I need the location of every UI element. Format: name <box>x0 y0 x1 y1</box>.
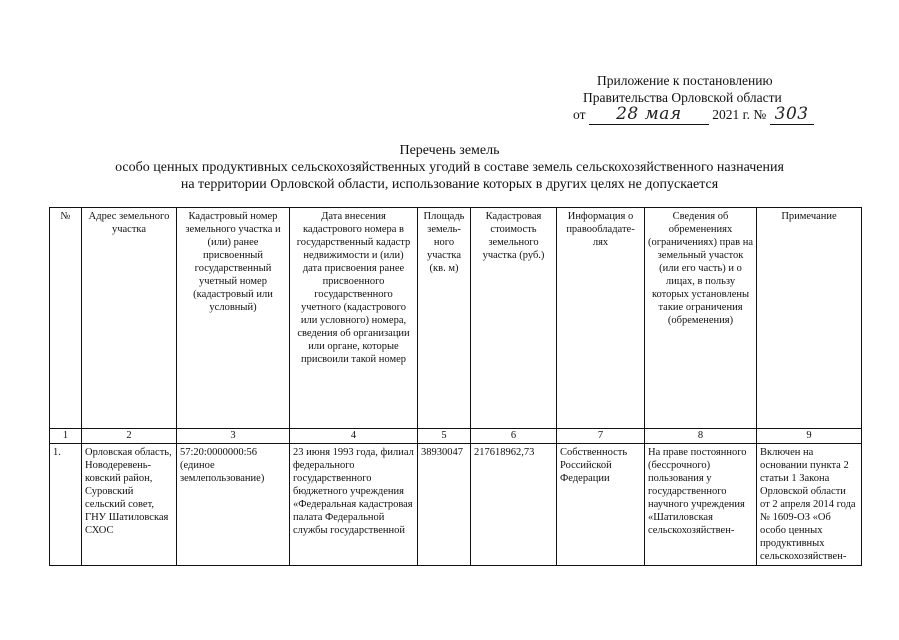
row-registration-date: 23 июня 1993 года, филиал федерального государственного бюджетного учреждения «Федеральная кадастровая палата Федеральной службы государственной <box>290 444 418 566</box>
table-row <box>50 444 862 566</box>
column-number: 8 <box>645 429 757 444</box>
from-label: от <box>573 107 586 122</box>
handwritten-number: 303 <box>770 107 814 125</box>
document-title: Перечень земель <box>399 143 500 158</box>
row-area: 38930047 <box>418 444 471 566</box>
document-subtitle-line1: особо ценных продуктивных сельскохозяйственных угодий в составе земель сельскохозяйственного назначения <box>115 160 784 175</box>
document-subtitle-line2: на территории Орловской области, использование которых в других целях не допускается <box>180 177 719 192</box>
column-number: 6 <box>471 429 557 444</box>
header-address: Адрес земельного участка <box>82 208 177 429</box>
header-encumbrance: Сведения об обременениях (ограничениях) прав на земельный участок (или его часть) и о лицах, в пользу которых установлены такие ограничения (обременения) <box>645 208 757 429</box>
row-note: Включен на основании пункта 2 статьи 1 Закона Орловской области от 2 апреля 2014 года № 1609-ОЗ «Об особо ценных продуктивных сельскохозяйствен- <box>757 444 862 566</box>
appendix-line1: Приложение к постановлению <box>597 73 773 88</box>
header-registration-date: Дата внесения кадастрового номера в государственный кадастр недвижимости и (или) дата присвоения ранее присвоенного государственного учетного (кадастрового или условного) номера, сведения об организации или органе, которые присвоили такой номер <box>290 208 418 429</box>
column-number-row <box>50 429 862 444</box>
column-number: 3 <box>177 429 290 444</box>
header-number: № <box>50 208 82 429</box>
column-number: 1 <box>50 429 82 444</box>
header-note: Примечание <box>757 208 862 429</box>
appendix-line2: Правительства Орловской области <box>583 90 782 105</box>
header-cadastral-value: Кадастровая стоимость земельного участка (руб.) <box>471 208 557 429</box>
header-cadastral-number: Кадастровый номер земельного участка и (или) ранее присвоенный государственный учетный номер (кадастровый или условный) <box>177 208 290 429</box>
column-number: 5 <box>418 429 471 444</box>
year-text: 2021 г. № <box>712 107 767 122</box>
handwritten-date: 28 мая <box>589 107 709 125</box>
column-number: 4 <box>290 429 418 444</box>
row-encumbrance: На праве постоянного (бессрочного) пользования у государственного научного учреждения «Шатиловская сельскохозяйствен- <box>645 444 757 566</box>
row-owner: Собственность Российской Федерации <box>557 444 645 566</box>
header-row <box>50 208 862 429</box>
land-register-table <box>49 207 862 566</box>
row-address: Орловская область, Новодеревень-ковский район, Суровский сельский совет, ГНУ Шатиловская СХОС <box>82 444 177 566</box>
row-cadastral-value: 217618962,73 <box>471 444 557 566</box>
row-number: 1. <box>50 444 82 566</box>
header-owner: Информация о правообладате-лях <box>557 208 645 429</box>
row-cadastral-number: 57:20:0000000:56 (единое землепользование) <box>177 444 290 566</box>
appendix-date-line <box>573 106 814 125</box>
column-number: 2 <box>82 429 177 444</box>
header-area: Площадь земель-ного участка (кв. м) <box>418 208 471 429</box>
column-number: 9 <box>757 429 862 444</box>
column-number: 7 <box>557 429 645 444</box>
